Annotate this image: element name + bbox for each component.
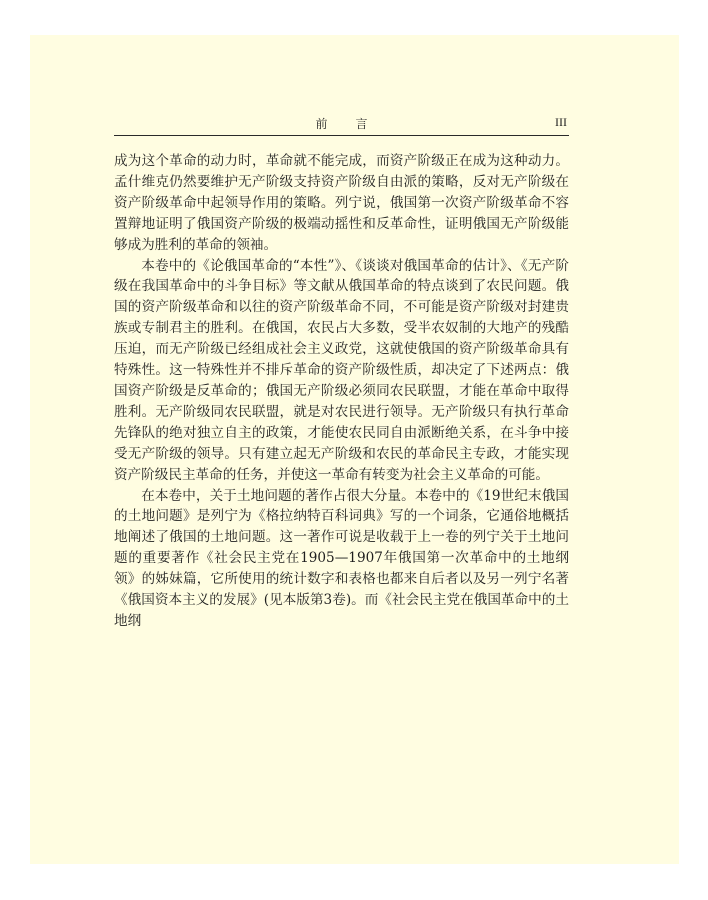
paragraph: 在本卷中，关于土地问题的著作占很大分量。本卷中的《19世纪末俄国的土地问题》是列宁为《格拉纳特百科词典》写的一个词条，它通俗地概括地阐述了俄国的土地问题。这一著作可说是收载于上一卷的列宁关于土地问题的重要著作《社会民主党在1905—1907年俄国第一次革命中的土地纲领》的姊妹篇，它所使用的统计数字和表格也都来自后者以及另一列宁名著《俄国资本主义的发展》(见本版第3卷)。而《社会民主党在俄国革命中的土地纲 [114, 487, 569, 629]
page-number: III [555, 115, 567, 129]
header-title: 前言 [315, 117, 396, 131]
body-text [114, 151, 569, 632]
paragraph: 成为这个革命的动力时，革命就不能完成，而资产阶级正在成为这种动力。孟什维克仍然要维护无产阶级支持资产阶级自由派的策略，反对无产阶级在资产阶级革命中起领导作用的策略。列宁说，俄国第一次资产阶级革命不容置辩地证明了俄国资产阶级的极端动摇性和反革命性，证明俄国无产阶级能够成为胜利的革命的领袖。 [114, 153, 569, 253]
paragraph: 本卷中的《论俄国革命的“本性”》、《谈谈对俄国革命的估计》、《无产阶级在我国革命中的斗争目标》等文献从俄国革命的特点谈到了农民问题。俄国的资产阶级革命和以往的资产阶级革命不同，不可能是资产阶级对封建贵族或专制君主的胜利。在俄国，农民占大多数，受半农奴制的大地产的残酷压迫，而无产阶级已经组成社会主义政党，这就使俄国的资产阶级革命具有特殊性。这一特殊性并不排斥革命的资产阶级性质，却决定了下述两点：俄国资产阶级是反革命的；俄国无产阶级必须同农民联盟，才能在革命中取得胜利。无产阶级同农民联盟，就是对农民进行领导。无产阶级只有执行革命先锋队的绝对独立自主的政策，才能使农民同自由派断绝关系，在斗争中接受无产阶级的领导。只有建立起无产阶级和农民的革命民主专政，才能实现资产阶级民主革命的任务，并使这一革命有转变为社会主义革命的可能。 [114, 257, 569, 483]
running-header [114, 113, 569, 136]
